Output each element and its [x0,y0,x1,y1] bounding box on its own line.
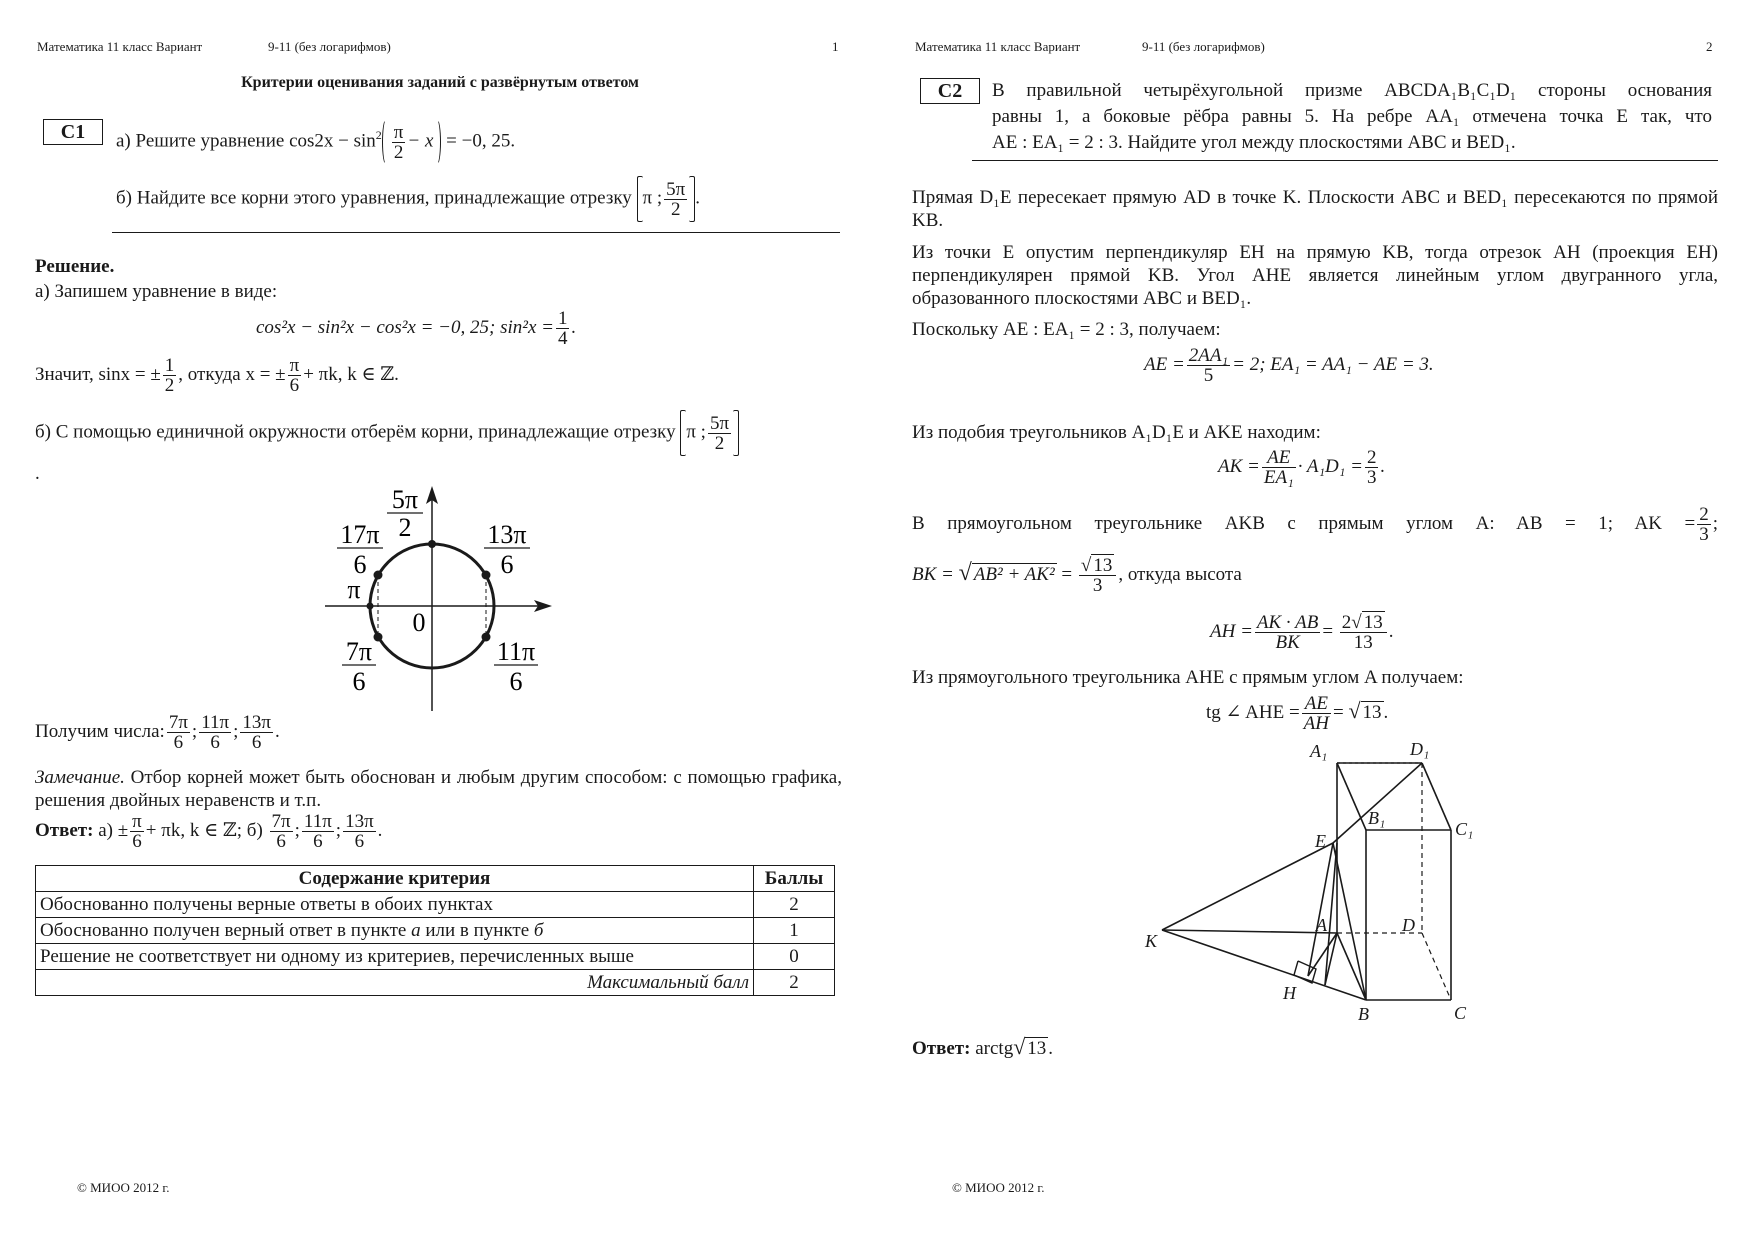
label-5pi-2-den: 2 [398,513,412,542]
table-max-score: 2 [754,970,835,996]
obtain-numbers: Получим числа: $\frac{7\pi}{6}$ ; $\frac{11\pi}{6}$ ; $\frac{13\pi}{6}$ . [35,712,280,753]
point-17pi-6 [374,571,383,580]
label-B: B [1358,1004,1369,1024]
point-11pi-6 [482,633,491,642]
page2-footer: © МИОО 2012 г. [952,1180,1045,1195]
point-7pi-6 [374,633,383,642]
remark: Замечание. Отбор корней может быть обоснован и любым другим способом: с помощью графика, решения двойных неравенств и т.п. [35,767,842,811]
task-c1-label: С1 [43,119,103,145]
task-c2-rule [972,160,1718,161]
stray-dot: . [35,463,40,484]
label-H: H [1283,983,1296,1003]
table-cell-criterion: Обоснованно получен верный ответ в пункте а или в пункте б [36,918,754,944]
point-5pi-2 [428,540,436,548]
table-row [36,918,835,944]
page1-title: Критерии оценивания заданий с развёрнутым ответом [241,74,639,91]
equation-ak: AK = $\frac{AE}{\text{EA₁}}$ · A₁D₁ = $\frac{2}{3}$ . [1218,447,1386,488]
table-row [36,944,835,970]
table-cell-score: 1 [754,918,835,944]
para-4: Из подобия треугольников A₁D₁E и AKE находим: [912,422,1321,443]
label-C1: C₁ [1455,819,1474,839]
label-zero: 0 [412,608,426,637]
equation-ae: AE = $\frac{\text{2AA₁}}{5}$ = 2; EA₁ = AA₁ − AE = 3. [1144,345,1434,386]
table-cell-criterion: Решение не соответствует ни одному из критериев, перечисленных выше [36,944,754,970]
label-D1: D₁ [1410,739,1430,759]
table-max-row [36,970,835,996]
page1-header-pagenum: 1 [832,39,839,54]
task-c2-label: С2 [920,78,980,104]
page2-header-subject: Математика 11 класс Вариант [915,39,1081,54]
page2-header-variant: 9-11 (без логарифмов) [1142,39,1265,54]
task-c2-line2: равны 1, а боковые рёбра равны 5. На ребре AA₁ отмечена точка E так, что [992,106,1712,127]
table-header-score: Баллы [754,866,835,892]
label-5pi-2-num: 5π [391,485,419,514]
page1-header-variant: 9-11 (без логарифмов) [268,39,391,54]
solution-b: б) С помощью единичной окружности отберём корни, принадлежащие отрезку π ; $\frac{5\pi}{2}$ [35,410,739,456]
hence-line: Значит, sinx = ± $\frac{1}{2}$ , откуда x = ± $\frac{\pi}{6}$ + πk, k ∈ ℤ. [35,355,399,396]
table-cell-score: 0 [754,944,835,970]
solution-a-intro: а) Запишем уравнение в виде: [35,281,278,302]
label-7pi-6-num: 7π [345,637,373,666]
solution-heading: Решение. [35,256,115,277]
task-c2-line1: В правильной четырёхугольной призме ABCDA₁B₁C₁D₁ стороны основания [992,80,1712,101]
label-17pi-6-den: 6 [353,550,367,579]
equation-tg: tg ∠ AHE = $\frac{AE}{AH}$ = √ 13 . [1206,693,1389,734]
equation-ah: AH = $\frac{AK \cdot AB}{BK}$ = $\frac{2√ 13}{13}$ . [1210,612,1394,653]
page2-header-pagenum: 2 [1706,39,1713,54]
answer-c2: Ответ: arctg√ 13 . [912,1034,1054,1059]
label-B1: B₁ [1368,808,1386,828]
para-6: Из прямоугольного треугольника AHE с прямым углом A получаем: [912,667,1464,688]
page1-footer: © МИОО 2012 г. [77,1180,170,1195]
equation-1: cos²x − sin²x − cos²x = −0, 25; sin²x = $\frac{1}{4}$ . [256,308,577,349]
label-17pi-6-num: 17π [340,520,380,549]
answer-c1: Ответ: а) ± $\frac{\pi}{6}$ + πk, k ∈ ℤ; б) $\frac{7\pi}{6}$ ; $\frac{11\pi}{6}$ ; $\frac{13\pi}{6}$ . [35,811,383,852]
label-13pi-6-den: 6 [500,550,514,579]
label-K: K [1145,931,1158,951]
label-D: D [1402,915,1415,935]
para-5: В прямоугольном треугольнике AKB с прямым углом A: AB = 1; AK = $\frac{2}{3}$ ; [912,504,1718,545]
prism-diagram [1140,735,1490,1025]
table-cell-criterion: Обоснованно получены верные ответы в обоих пунктах [36,892,754,918]
para-2: Из точки E опустим перпендикуляр EH на прямую KB, тогда отрезок AH (проекция EH) перпендикулярен прямой KB. Угол AHE является линейным углом двугранного угла, образованного плоскостями ABC и BED₁. [912,242,1718,309]
point-pi [367,603,374,610]
para-1: Прямая D₁E пересекает прямую AD в точке K. Плоскости ABC и BED₁ пересекаются по прямой KB. [912,187,1718,231]
table-max-label: Максимальный балл [36,970,754,996]
table-header-row [36,866,835,892]
label-E: E [1315,831,1326,851]
criteria-table [35,865,835,996]
table-row [36,892,835,918]
task-c2-line3: AE : EA₁ = 2 : 3. Найдите угол между плоскостями ABC и BED₁. [992,132,1516,153]
para-3: Поскольку AE : EA₁ = 2 : 3, получаем: [912,319,1221,340]
task-c1-a: а) Решите уравнение $\cos 2x - \sin^2$ $\frac{\pi}{2}$ − x = −0, 25. [116,119,515,165]
label-11pi-6-num: 11π [496,637,536,666]
label-A: A [1316,915,1327,935]
label-7pi-6-den: 6 [352,667,366,696]
label-13pi-6-num: 13π [487,520,527,549]
task-c1-rule [112,232,840,233]
task-c1-b: б) Найдите все корни этого уравнения, принадлежащие отрезку π ; $\frac{5\pi}{2}$ . [116,176,700,222]
label-A1: A₁ [1310,741,1328,761]
label-11pi-6-den: 6 [509,667,523,696]
point-13pi-6 [482,571,491,580]
unit-circle-diagram [320,485,560,715]
table-cell-score: 2 [754,892,835,918]
label-C: C [1454,1003,1467,1023]
equation-bk: BK = √ AB² + AK² = $\frac{√ 13}{3}$ , откуда высота [912,555,1242,596]
page1-header-subject: Математика 11 класс Вариант [37,39,203,54]
label-pi: π [347,575,361,604]
table-header-criterion: Содержание критерия [36,866,754,892]
